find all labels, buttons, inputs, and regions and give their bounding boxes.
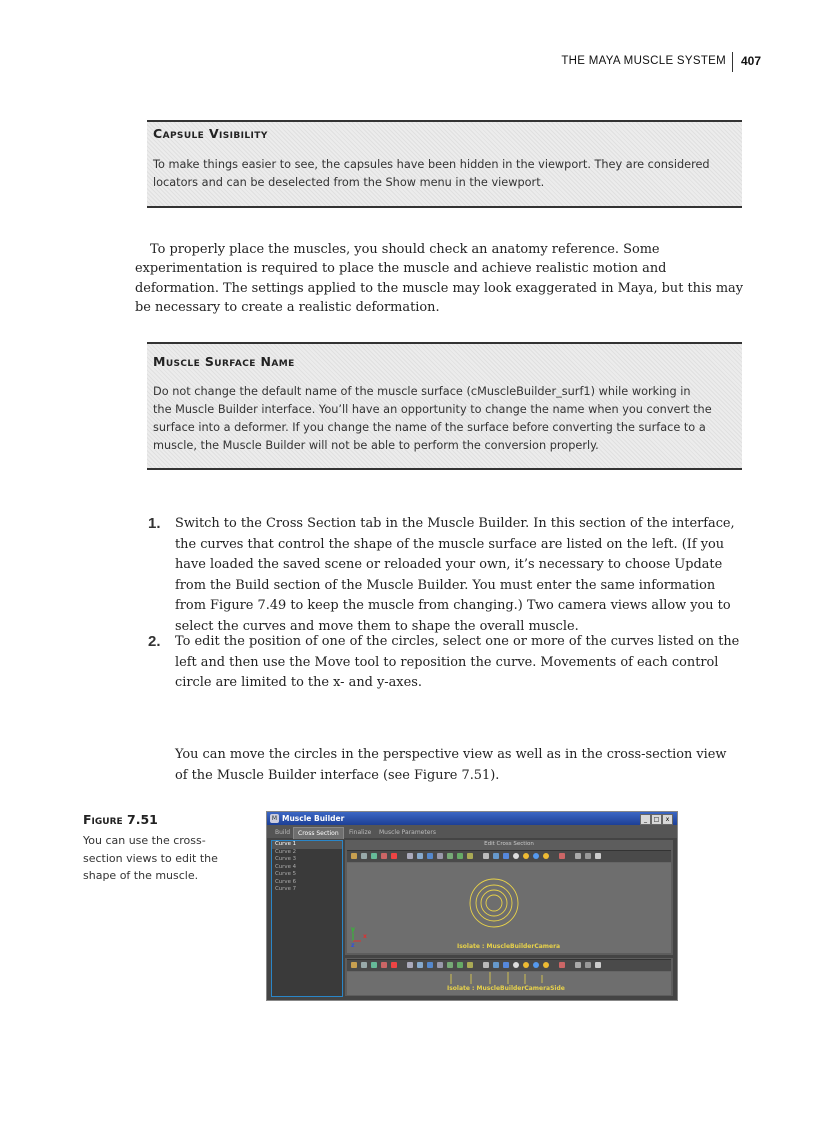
- select-camera-icon[interactable]: [361, 853, 367, 859]
- body-paragraph: To properly place the muscles, you should check an anatomy reference. Some experimentation is required to place the muscle and achieve realistic motion and deformation. The settings applied to the muscle may look exaggerated in Maya, but this may be necessary to create a realistic deformation.: [135, 242, 744, 315]
- muscle-builder-window: [266, 811, 678, 1001]
- arrow-icon[interactable]: [595, 962, 601, 968]
- curve-item[interactable]: Curve 3: [275, 856, 297, 862]
- curve-item[interactable]: Curve 4: [275, 863, 297, 870]
- resolution-gate-icon[interactable]: [483, 853, 489, 859]
- texture-icon[interactable]: [427, 853, 433, 859]
- curve-item[interactable]: Curve 2: [275, 848, 297, 855]
- layout-icon[interactable]: [575, 853, 581, 859]
- tab-muscle-parameters[interactable]: Muscle Parameters: [379, 829, 437, 836]
- render-icon[interactable]: [585, 853, 591, 859]
- step-number: 1.: [148, 515, 161, 532]
- sidebar-line: To make things easier to see, the capsules have been hidden in the viewport. They are considered: [153, 158, 710, 171]
- sidebar-muscle-surface-name: [147, 342, 742, 470]
- figure-caption: You can use the cross-section views to edit the shape of the muscle.: [83, 834, 218, 882]
- wireframe-icon[interactable]: [407, 962, 413, 968]
- axis-x-label: x: [363, 933, 367, 940]
- curve-item[interactable]: Curve 6: [275, 878, 297, 885]
- panel-icon[interactable]: [559, 962, 565, 968]
- arrow-icon[interactable]: [595, 853, 601, 859]
- axis-z-label: z: [351, 942, 355, 949]
- isolate-icon[interactable]: [467, 853, 473, 859]
- texture-icon[interactable]: [427, 962, 433, 968]
- layout-icon[interactable]: [575, 962, 581, 968]
- bookmark-icon[interactable]: [371, 962, 377, 968]
- smooth-shade-icon[interactable]: [417, 962, 423, 968]
- bookmark-icon[interactable]: [371, 853, 377, 859]
- isolate-icon[interactable]: [467, 962, 473, 968]
- film-gate-icon[interactable]: [391, 962, 397, 968]
- wireframe-icon[interactable]: [407, 853, 413, 859]
- resolution-gate-icon[interactable]: [483, 962, 489, 968]
- maximize-button[interactable]: □: [651, 814, 662, 825]
- cross-section-viewport[interactable]: [347, 863, 671, 953]
- side-viewport[interactable]: [347, 972, 671, 995]
- hud-icon[interactable]: [493, 853, 499, 859]
- shadows-icon[interactable]: [447, 962, 453, 968]
- step-extra-text: You can move the circles in the perspective view as well as in the cross-section view of the Muscle Builder interface (see Figure 7.51).: [175, 747, 727, 783]
- control-ring[interactable]: [486, 895, 502, 911]
- sidebar-line: muscle, the Muscle Builder will not be able to perform the conversion properly.: [153, 439, 599, 452]
- lighting-icon[interactable]: [437, 962, 443, 968]
- curve-item[interactable]: Curve 7: [275, 886, 297, 892]
- window-titlebar: [267, 812, 677, 825]
- header-separator: [732, 52, 733, 72]
- tab-finalize[interactable]: Finalize: [349, 829, 372, 836]
- axis-y-label: y: [351, 926, 355, 933]
- camera-icon[interactable]: [351, 853, 357, 859]
- lighting-icon[interactable]: [437, 853, 443, 859]
- viewport-toolbar: [347, 959, 671, 972]
- grid-icon[interactable]: [381, 962, 387, 968]
- render-icon[interactable]: [585, 962, 591, 968]
- viewport-toolbar: [347, 850, 671, 863]
- sidebar-capsule-visibility: [147, 120, 742, 208]
- sidebar-title: Capsule Visibility: [153, 126, 268, 141]
- sidebar-line: the Muscle Builder interface. You’ll have an opportunity to change the name when you convert the: [153, 403, 712, 416]
- cross-section-pane: [345, 840, 673, 955]
- xray-icon[interactable]: [457, 853, 463, 859]
- step-text: To edit the position of one of the circles, select one or more of the curves listed on the left and then use the Move tool to reposition the curve. Movements of each control circle are limited to the x- and y-axes.: [175, 634, 740, 690]
- bottom-camera-label: Isolate : MuscleBuilderCameraSide: [447, 985, 565, 992]
- side-view-pane: [345, 958, 673, 996]
- curve-list: [271, 840, 343, 997]
- light-icon[interactable]: [543, 853, 549, 859]
- safe-area-icon[interactable]: [503, 962, 509, 968]
- maya-app-icon: M: [271, 815, 278, 822]
- safe-area-icon[interactable]: [503, 853, 509, 859]
- xray-icon[interactable]: [457, 962, 463, 968]
- film-gate-icon[interactable]: [391, 853, 397, 859]
- sidebar-line: surface into a deformer. If you change the name of the surface before converting the surface to a: [153, 421, 706, 434]
- step-text: Switch to the Cross Section tab in the Muscle Builder. In this section of the interface, the curves that control the shape of the muscle surface are listed on the left. (If you have loaded the saved scene or reloaded your own, it’s necessary to choose Update from the Build section of the Muscle Builder. You must enter the same information from Figure 7.49 to keep the muscle from changing.) Two camera views allow you to select the curves and move them to shape the overall muscle.: [175, 516, 735, 634]
- curve-item[interactable]: Curve 1: [272, 841, 342, 849]
- sidebar-line: Do not change the default name of the muscle surface (cMuscleBuilder_surf1) while working in: [153, 385, 691, 398]
- default-light-icon[interactable]: [513, 853, 519, 859]
- sidebar-body: [153, 156, 734, 192]
- shadows-icon[interactable]: [447, 853, 453, 859]
- pane-title: Edit Cross Section: [484, 841, 534, 847]
- minimize-button[interactable]: _: [640, 814, 651, 825]
- grid-icon[interactable]: [381, 853, 387, 859]
- light-icon[interactable]: [543, 962, 549, 968]
- camera-icon[interactable]: [351, 962, 357, 968]
- smooth-shade-icon[interactable]: [417, 853, 423, 859]
- control-ring[interactable]: [470, 879, 518, 927]
- top-camera-label: Isolate : MuscleBuilderCamera: [457, 943, 561, 950]
- sphere-icon[interactable]: [533, 853, 539, 859]
- curve-item[interactable]: Curve 5: [275, 871, 297, 877]
- close-button[interactable]: x: [662, 814, 673, 825]
- tab-build[interactable]: Build: [275, 829, 291, 836]
- sphere-icon[interactable]: [533, 962, 539, 968]
- sun-icon[interactable]: [523, 853, 529, 859]
- tab-bar: [267, 825, 677, 838]
- panel-icon[interactable]: [559, 853, 565, 859]
- hud-icon[interactable]: [493, 962, 499, 968]
- cross-section-rings: [347, 863, 671, 953]
- page-number: 407: [741, 54, 762, 68]
- sidebar-line: locators and can be deselected from the Show menu in the viewport.: [153, 176, 545, 189]
- control-ring[interactable]: [481, 890, 507, 916]
- sidebar-body: [153, 383, 734, 455]
- select-camera-icon[interactable]: [361, 962, 367, 968]
- default-light-icon[interactable]: [513, 962, 519, 968]
- step-number: 2.: [148, 633, 161, 650]
- sidebar-title: Muscle Surface Name: [153, 354, 295, 369]
- window-title: Muscle Builder: [282, 814, 345, 823]
- figure-label: Figure 7.51: [83, 812, 158, 827]
- running-header-title: THE MAYA MUSCLE SYSTEM: [561, 55, 726, 67]
- tab-cross-section[interactable]: Cross Section: [293, 827, 344, 839]
- sun-icon[interactable]: [523, 962, 529, 968]
